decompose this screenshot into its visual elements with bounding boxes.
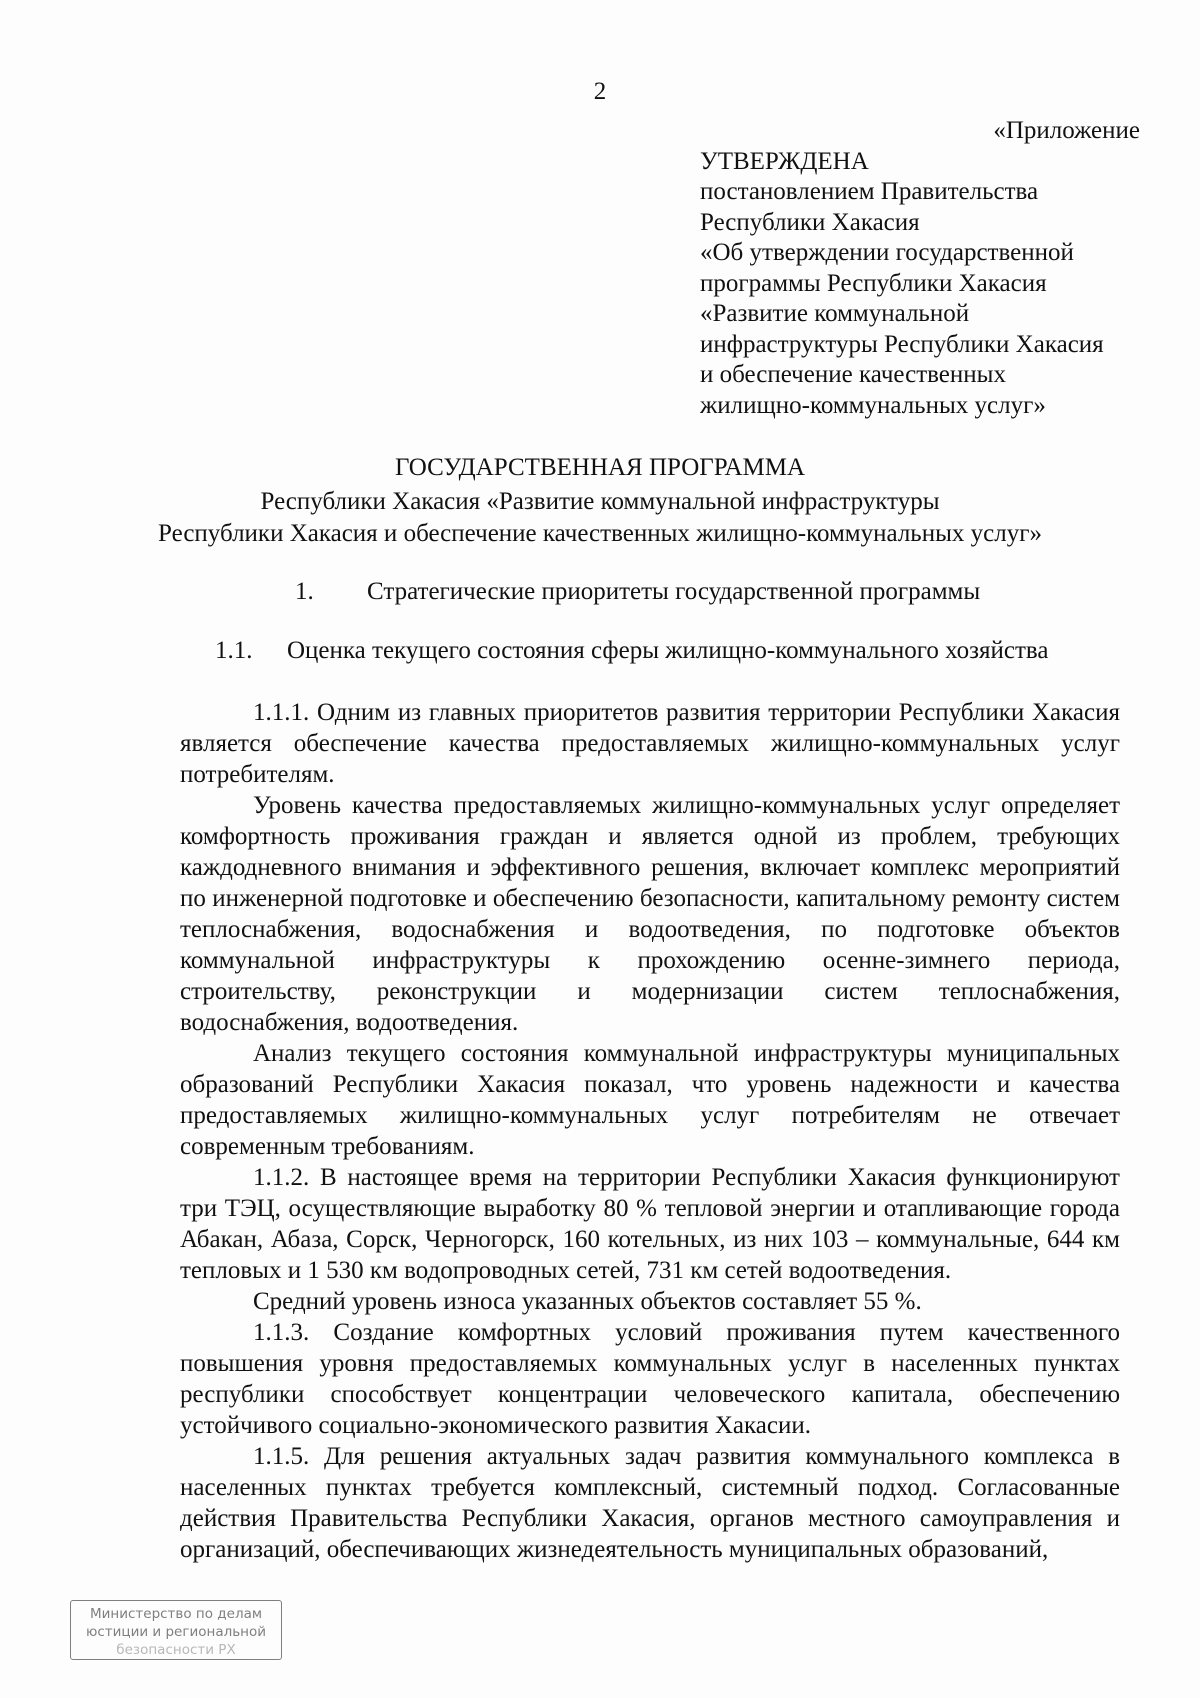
approval-line: и обеспечение качественных — [700, 361, 1006, 388]
program-subtitle-line-1: Республики Хакасия «Развитие коммунальной инфраструктуры — [260, 488, 940, 515]
body-text — [180, 697, 1120, 1565]
paragraph: Уровень качества предоставляемых жилищно-коммунальных услуг определяет комфортность проживания граждан и является одной из проблем, требующих каждодневного внимания и эффективного решения, включает комплекс мероприятий по инженерной подготовке и обеспечению безопасности, капитальному ремонту систем теплоснабжения, водоснабжения и водоотведения, по подготовке объектов коммунальной инфраструктуры к прохождению осенне-зимнего периода, строительству, реконструкции и модернизации систем теплоснабжения, водоснабжения, водоотведения. — [180, 792, 1120, 1036]
paragraph: 1.1.3. Создание комфортных условий проживания путем качественного повышения уровня предоставляемых коммунальных услуг в населенных пунктах республики способствует концентрации человеческого капитала, обеспечению устойчивого социально-экономического развития Хакасии. — [180, 1319, 1120, 1439]
paragraph: Средний уровень износа указанных объектов составляет 55 %. — [253, 1288, 922, 1315]
section-number: 1. — [295, 578, 314, 605]
approval-block — [700, 116, 1140, 421]
stamp-line: безопасности РХ — [116, 1642, 236, 1658]
approval-line: Республики Хакасия — [700, 208, 920, 236]
section-title: Стратегические приоритеты государственной программы — [367, 578, 981, 605]
program-title: ГОСУДАРСТВЕННАЯ ПРОГРАММА — [394, 454, 806, 481]
approval-line: «Развитие коммунальной — [700, 300, 970, 327]
page-number: 2 — [593, 78, 607, 105]
section-1-heading — [295, 578, 980, 606]
approval-line: инфраструктуры Республики Хакасия — [700, 330, 1104, 358]
paragraph: 1.1.1. Одним из главных приоритетов развития территории Республики Хакасия является обеспечение качества предоставляемых жилищно-коммунальных услуг потребителям. — [180, 699, 1120, 788]
approval-line: «Об утверждении государственной — [700, 239, 1074, 266]
section-title: Оценка текущего состояния сферы жилищно-коммунального хозяйства — [287, 637, 1049, 664]
section-1-1-heading — [215, 637, 1048, 665]
stamp-line: Министерство по делам — [89, 1606, 263, 1622]
section-number: 1.1. — [215, 637, 253, 664]
paragraph: 1.1.2. В настоящее время на территории Республики Хакасия функционируют три ТЭЦ, осуществляющие выработку 80 % тепловой энергии и отапливающие города Абакан, Абаза, Сорск, Черногорск, 160 котельных, из них 103 – коммунальные, 644 км тепловых и 1 530 км водопроводных сетей, 731 км сетей водоотведения. — [180, 1164, 1120, 1284]
paragraph: 1.1.5. Для решения актуальных задач развития коммунального комплекса в населенных пунктах требуется комплексный, системный подход. Согласованные действия Правительства Республики Хакасия, органов местного самоуправления и организаций, обеспечивающих жизнедеятельность муниципальных образований, — [180, 1443, 1120, 1563]
annex-label: «Приложение — [993, 117, 1140, 144]
approval-line: жилищно-коммунальных услуг» — [700, 391, 1046, 419]
ministry-stamp — [70, 1600, 282, 1660]
approval-line: УТВЕРЖДЕНА — [700, 147, 869, 175]
stamp-line: юстиции и региональной — [85, 1624, 267, 1640]
approval-line: программы Республики Хакасия — [700, 269, 1047, 297]
paragraph: Анализ текущего состояния коммунальной инфраструктуры муниципальных образований Республики Хакасия показал, что уровень надежности и качества предоставляемых жилищно-коммунальных услуг потребителям не отвечает современным требованиям. — [180, 1040, 1120, 1160]
program-subtitle-line-2: Республики Хакасия и обеспечение качественных жилищно-коммунальных услуг» — [158, 520, 1042, 547]
approval-line: постановлением Правительства — [700, 178, 1039, 205]
